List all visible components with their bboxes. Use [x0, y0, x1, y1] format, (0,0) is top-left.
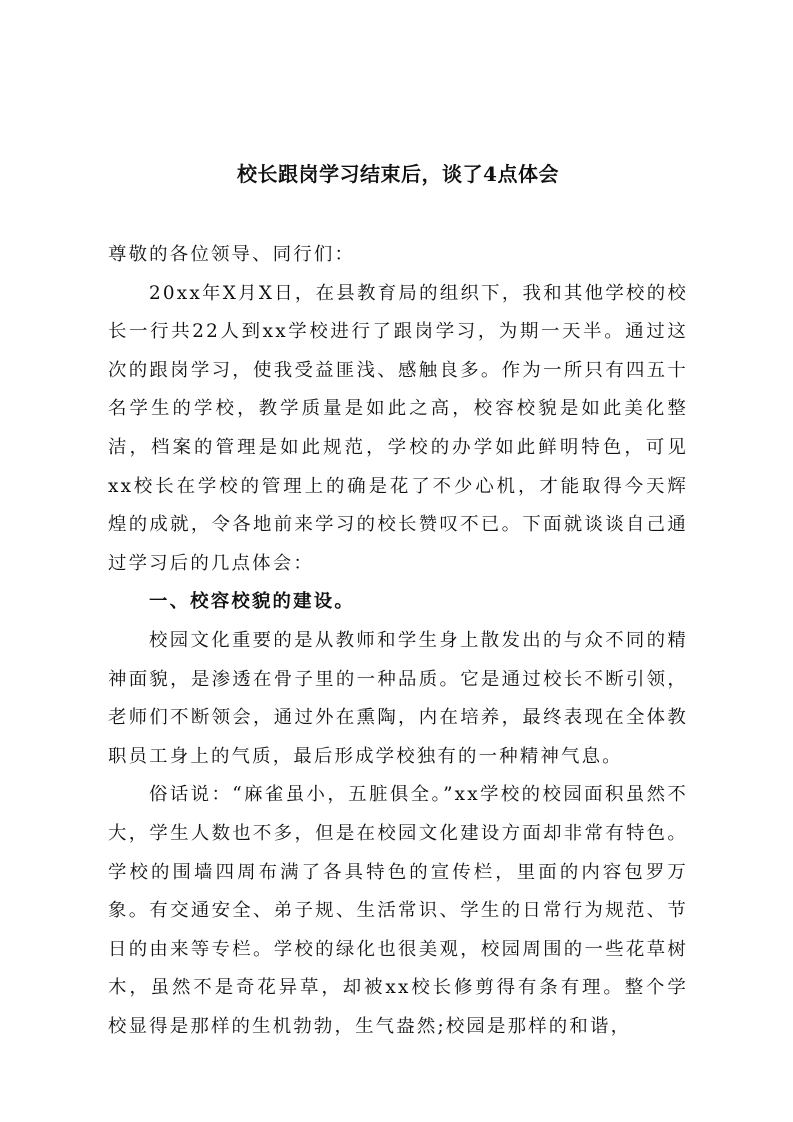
- paragraph-campus-culture: 校园文化重要的是从教师和学生身上散发出的与众不同的精神面貌，是渗透在骨子里的一种品质。它是通过校长不断引领，老师们不断领会，通过外在熏陶，内在培养，最终表现在全体教职员工身上的气质，最后形成学校独有的一种精神气息。: [108, 629, 688, 767]
- paragraph-campus-features: 俗话说：“麻雀虽小，五脏俱全。”xx学校的校园面积虽然不大，学生人数也不多，但是在校园文化建设方面却非常有特色。学校的围墙四周布满了各具特色的宣传栏，里面的内容包罗万象。有交通安全、弟子规、生活常识、学生的日常行为规范、节日的由来等专栏。学校的绿化也很美观，校园周围的一些花草树木，虽然不是奇花异草，却被xx校长修剪得有条有理。整个学校显得是那样的生机勃勃，生气盎然;校园是那样的和谐，: [108, 784, 688, 1037]
- document-title: 校长跟岗学习结束后，谈了4点体会: [237, 162, 559, 186]
- salutation: 尊敬的各位领导、同行们：: [108, 244, 356, 265]
- paragraph-intro: 20xx年X月X日，在县教育局的组织下，我和其他学校的校长一行共22人到xx学校进行了跟岗学习，为期一天半。通过这次的跟岗学习，使我受益匪浅、感触良多。作为一所只有四五十名学生的学校，教学质量是如此之高，校容校貌是如此美化整洁，档案的管理是如此规范，学校的办学如此鲜明特色，可见xx校长在学校的管理上的确是花了不少心机，才能取得今天辉煌的成就，令各地前来学习的校长赞叹不已。下面就谈谈自己通过学习后的几点体会：: [108, 282, 688, 574]
- section-heading-1: 一、校容校貌的建设。: [149, 591, 355, 613]
- document-body: [108, 236, 688, 1046]
